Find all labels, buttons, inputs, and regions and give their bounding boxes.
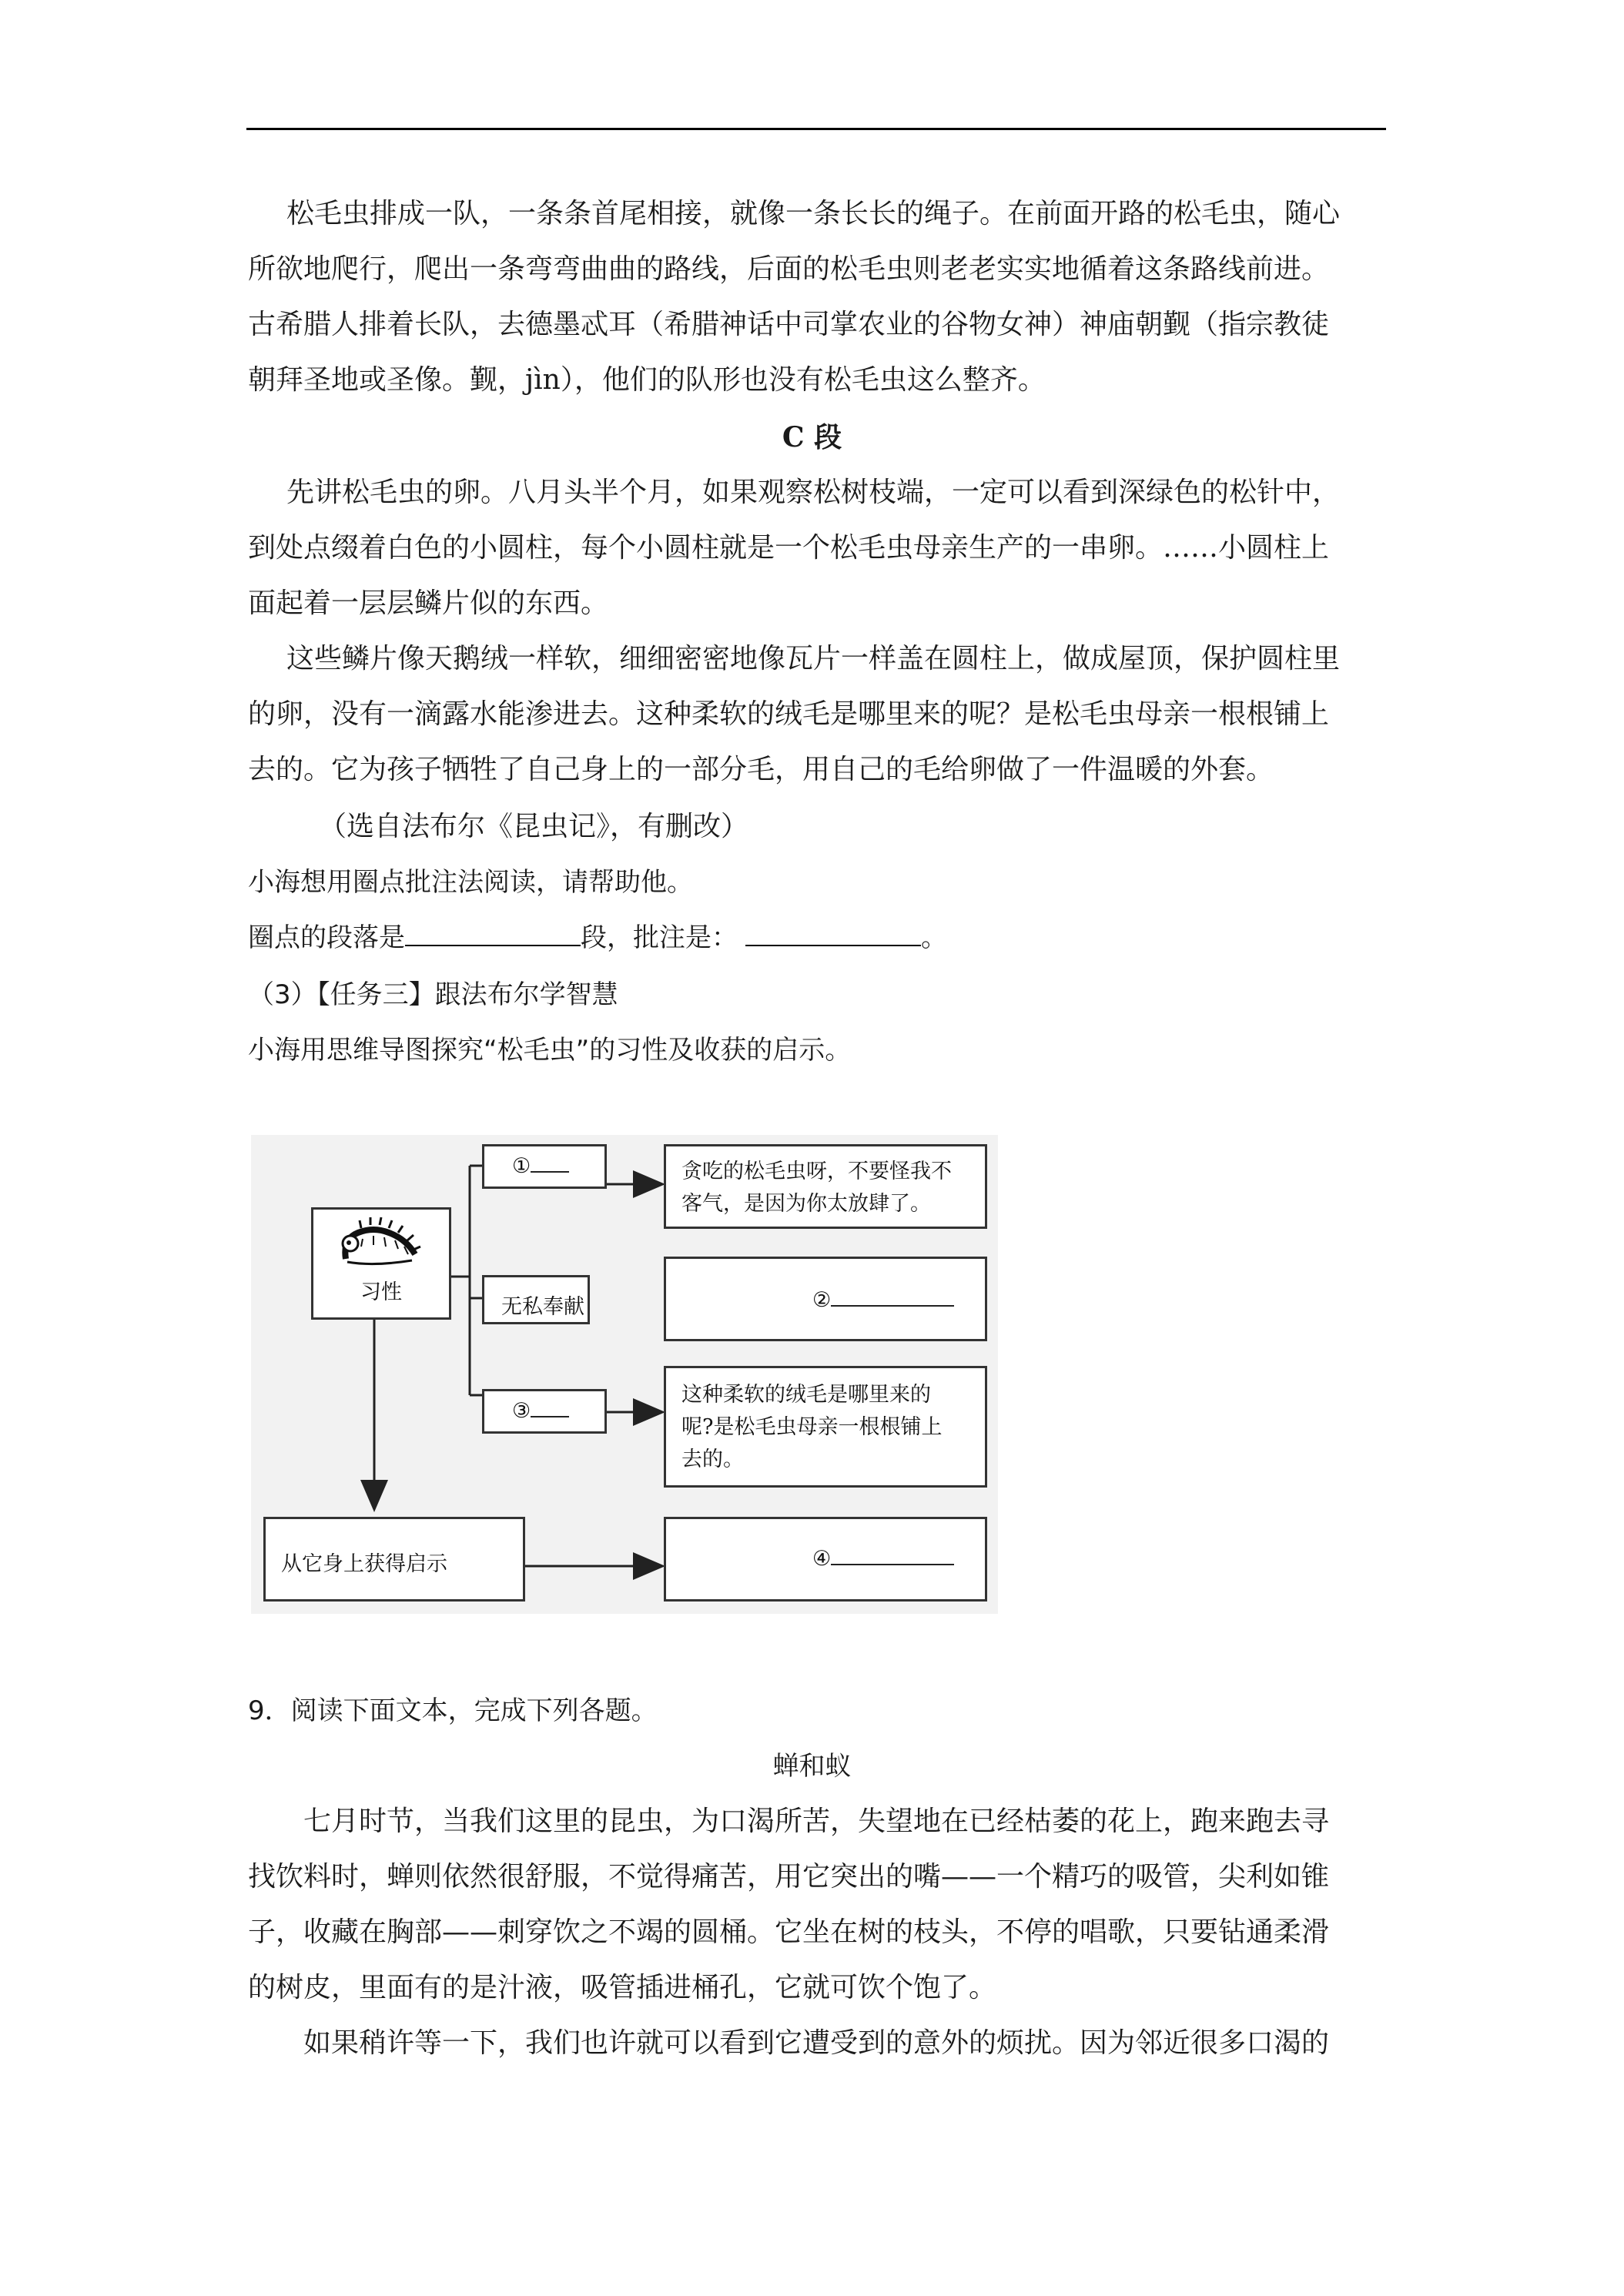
habit-node-3 — [482, 1389, 607, 1434]
habit-node — [311, 1207, 451, 1320]
task-instruction: 小海想用圈点批注法阅读，请帮助他。 — [248, 867, 693, 898]
result-box-2 — [664, 1257, 987, 1341]
result-line: 客气，是因为你太放肆了。 — [681, 1192, 931, 1216]
paragraph-line: 找饮料时，蝉则依然很舒服，不觉得痛苦，用它突出的嘴——一个精巧的吸管，尖利如锥 — [248, 1861, 1330, 1893]
result-box-1 — [664, 1144, 987, 1229]
paragraph-line: 去的。它为孩子牺牲了自己身上的一部分毛，用自己的毛给卵做了一件温暖的外套。 — [248, 754, 1274, 785]
node-number: ④ — [812, 1547, 832, 1571]
fill-mid: 段，批注是： — [581, 922, 738, 953]
result-line: 呢?是松毛虫母亲一根根铺上 — [681, 1415, 943, 1439]
inspiration-node — [263, 1517, 525, 1602]
source-citation: （选自法布尔《昆虫记》，有删改） — [319, 811, 749, 842]
fill-in-line — [248, 921, 947, 955]
node-label: 无私奉献 — [501, 1295, 584, 1319]
node-number: ③ — [512, 1399, 531, 1423]
node-number: ① — [512, 1154, 531, 1178]
paragraph-line: 所欲地爬行，爬出一条弯弯曲曲的路线，后面的松毛虫则老老实实地循着这条路线前进。 — [248, 253, 1330, 285]
task-heading: （3）【任务三】跟法布尔学智慧 — [248, 979, 618, 1010]
paragraph-line: 七月时节，当我们这里的昆虫，为口渴所苦，失望地在已经枯萎的花上，跑来跑去寻 — [303, 1806, 1330, 1837]
node-blank[interactable] — [531, 1401, 569, 1417]
habit-label: 习性 — [360, 1280, 402, 1304]
fill-prefix: 圈点的段落是 — [248, 922, 405, 953]
result-line: 去的。 — [681, 1448, 744, 1471]
paragraph-line: 子，收藏在胸部——刺穿饮之不竭的圆桶。它坐在树的枝头，不停的唱歌，只要钻通柔滑 — [248, 1916, 1330, 1948]
paragraph-line: 古希腊人排着长队，去德墨忒耳（希腊神话中司掌农业的谷物女神）神庙朝觐（指宗教徒 — [248, 309, 1330, 340]
answer-blank-paragraph[interactable] — [405, 922, 581, 946]
node-blank[interactable] — [531, 1156, 569, 1173]
habit-node-2 — [482, 1275, 590, 1324]
paragraph-line: 先讲松毛虫的卵。八月头半个月，如果观察松树枝端，一定可以看到深绿色的松针中， — [286, 477, 1341, 508]
header-rule — [246, 128, 1386, 130]
answer-blank-4[interactable] — [831, 1548, 954, 1565]
paragraph-line: 松毛虫排成一队，一条条首尾相接，就像一条长长的绳子。在前面开路的松毛虫，随心 — [286, 198, 1341, 229]
paragraph-line: 的树皮，里面有的是汁液，吸管插进桶孔，它就可饮个饱了。 — [248, 1972, 997, 2003]
paragraph-line: 这些鳞片像天鹅绒一样软，细细密密地像瓦片一样盖在圆柱上，做成屋顶，保护圆柱里 — [286, 643, 1341, 674]
task-instruction: 小海用思维导图探究“松毛虫”的习性及收获的启示。 — [248, 1035, 852, 1066]
answer-blank-annotation[interactable] — [745, 922, 921, 946]
caterpillar-icon — [335, 1216, 427, 1277]
answer-blank-2[interactable] — [831, 1290, 954, 1307]
paragraph-line: 如果稍许等一下，我们也许就可以看到它遭受到的意外的烦扰。因为邻近很多口渴的 — [303, 2027, 1330, 2059]
paragraph-line: 的卵，没有一滴露水能渗进去。这种柔软的绒毛是哪里来的呢？是松毛虫母亲一根根铺上 — [248, 698, 1330, 730]
mind-map — [251, 1135, 998, 1614]
node-number: ② — [812, 1288, 832, 1312]
paragraph-line: 朝拜圣地或圣像。觐，jìn），他们的队形也没有松毛虫这么整齐。 — [248, 364, 1046, 396]
paragraph-line: 面起着一层层鳞片似的东西。 — [248, 587, 609, 619]
result-line: 贪吃的松毛虫呀，不要怪我不 — [681, 1160, 952, 1183]
question-heading: 9．阅读下面文本，完成下列各题。 — [248, 1695, 658, 1726]
inspiration-label: 从它身上获得启示 — [281, 1552, 447, 1576]
paragraph-line: 到处点缀着白色的小圆柱，每个小圆柱就是一个松毛虫母亲生产的一串卵。……小圆柱上 — [248, 532, 1330, 564]
habit-node-1 — [482, 1144, 607, 1189]
section-title: C 段 — [782, 421, 842, 454]
result-box-4 — [664, 1517, 987, 1602]
result-line: 这种柔软的绒毛是哪里来的 — [681, 1383, 931, 1407]
fill-suffix: 。 — [921, 922, 947, 953]
result-box-3 — [664, 1366, 987, 1488]
article-title: 蝉和蚁 — [772, 1751, 852, 1782]
